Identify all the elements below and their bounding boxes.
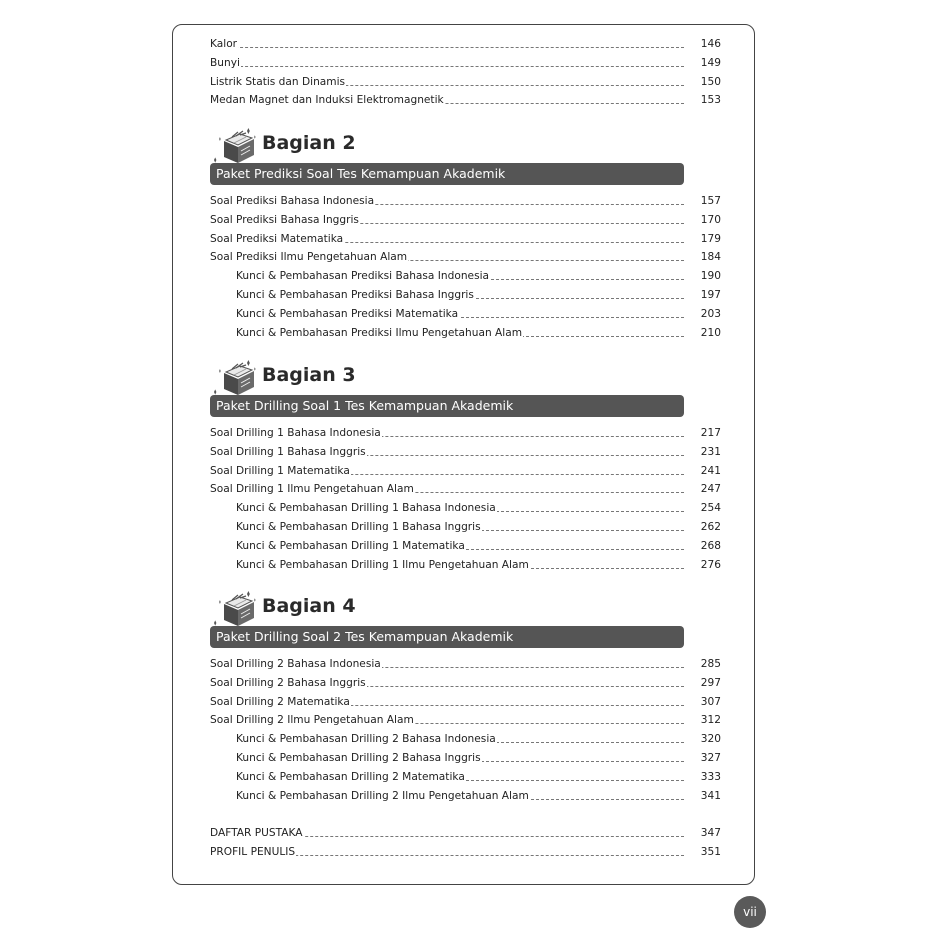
toc-entry-page-number: 210 bbox=[700, 326, 721, 339]
toc-entry-label: Soal Drilling 1 Ilmu Pengetahuan Alam bbox=[210, 483, 414, 496]
toc-entry-label: Kunci & Pembahasan Prediksi Matematika bbox=[236, 307, 459, 320]
toc-entry-page-number: 327 bbox=[700, 752, 721, 764]
toc-entry-page-number: 351 bbox=[700, 845, 721, 858]
page-number-badge: vii bbox=[734, 896, 766, 928]
toc-entry-label: Soal Prediksi Bahasa Inggris bbox=[210, 213, 359, 226]
toc-entry-page-number: 157 bbox=[700, 195, 721, 207]
toc-entry-label: Soal Drilling 1 Bahasa Indonesia bbox=[210, 427, 381, 439]
toc-entry-s4-2[interactable] bbox=[210, 695, 722, 709]
toc-entry-page-number: 320 bbox=[700, 733, 721, 746]
toc-entry-page-number: 307 bbox=[700, 695, 721, 708]
toc-entry-page-number: 347 bbox=[700, 827, 721, 839]
toc-entry-top-0[interactable] bbox=[210, 37, 722, 51]
toc-entry-s3-4[interactable] bbox=[236, 501, 722, 515]
toc-entry-page-number: 276 bbox=[700, 558, 721, 571]
toc-entry-s2-5[interactable] bbox=[236, 288, 722, 302]
toc-entry-end-1[interactable] bbox=[210, 845, 722, 859]
toc-entry-s4-5[interactable] bbox=[236, 751, 722, 765]
toc-entry-page-number: 197 bbox=[700, 289, 721, 301]
toc-entry-page-number: 231 bbox=[700, 445, 721, 458]
toc-entry-label: Kunci & Pembahasan Drilling 2 Matematika bbox=[236, 770, 465, 783]
toc-entry-page-number: 268 bbox=[700, 539, 721, 552]
toc-entry-page-number: 254 bbox=[700, 502, 721, 515]
toc-dot-leader bbox=[210, 66, 684, 67]
toc-entry-label: Soal Drilling 2 Matematika bbox=[210, 695, 350, 708]
toc-entry-top-3[interactable] bbox=[210, 93, 722, 107]
toc-entry-page-number: 262 bbox=[700, 521, 721, 533]
toc-entry-label: Kunci & Pembahasan Drilling 2 Ilmu Pengetahuan Alam bbox=[236, 789, 529, 802]
toc-entry-label: PROFIL PENULIS bbox=[210, 845, 296, 858]
toc-entry-page-number: 149 bbox=[700, 56, 721, 69]
section-subtitle-bar: Paket Prediksi Soal Tes Kemampuan Akademik bbox=[210, 163, 684, 185]
section-subtitle-bar: Paket Drilling Soal 2 Tes Kemampuan Akademik bbox=[210, 626, 684, 648]
toc-entry-s3-5[interactable] bbox=[236, 520, 722, 534]
toc-entry-label: Soal Drilling 1 Bahasa Inggris bbox=[210, 445, 366, 458]
open-book-icon bbox=[210, 590, 260, 630]
open-book-icon bbox=[210, 359, 260, 399]
toc-entry-label: Kunci & Pembahasan Drilling 1 Ilmu Pengetahuan Alam bbox=[236, 558, 529, 571]
toc-entry-end-0[interactable] bbox=[210, 826, 722, 840]
toc-entry-page-number: 297 bbox=[700, 676, 721, 689]
toc-entry-label: DAFTAR PUSTAKA bbox=[210, 827, 303, 839]
toc-entry-page-number: 217 bbox=[700, 427, 721, 439]
toc-entry-label: Soal Prediksi Ilmu Pengetahuan Alam bbox=[210, 251, 408, 264]
toc-entry-label: Soal Drilling 2 Bahasa Inggris bbox=[210, 676, 366, 689]
toc-entry-page-number: 153 bbox=[700, 94, 721, 107]
toc-entry-s2-7[interactable] bbox=[236, 326, 722, 340]
toc-entry-s2-0[interactable] bbox=[210, 194, 722, 208]
toc-dot-leader bbox=[210, 47, 684, 48]
toc-entry-label: Kunci & Pembahasan Drilling 2 Bahasa Inggris bbox=[236, 752, 481, 764]
toc-entry-page-number: 179 bbox=[700, 232, 721, 245]
section-title: Bagian 3 bbox=[262, 364, 356, 386]
toc-entry-page-number: 285 bbox=[700, 658, 721, 670]
toc-entry-label: Bunyi bbox=[210, 56, 240, 69]
open-book-icon bbox=[210, 127, 260, 167]
toc-entry-label: Kalor bbox=[210, 38, 238, 50]
toc-entry-page-number: 247 bbox=[700, 483, 721, 496]
toc-entry-s3-2[interactable] bbox=[210, 464, 722, 478]
toc-entry-s3-0[interactable] bbox=[210, 426, 722, 440]
toc-entry-top-1[interactable] bbox=[210, 56, 722, 70]
toc-entry-s4-0[interactable] bbox=[210, 657, 722, 671]
toc-entry-page-number: 150 bbox=[700, 75, 721, 88]
toc-entry-page-number: 241 bbox=[700, 464, 721, 477]
toc-entry-s3-1[interactable] bbox=[210, 445, 722, 459]
toc-entry-s2-1[interactable] bbox=[210, 213, 722, 227]
toc-entry-s4-6[interactable] bbox=[236, 770, 722, 784]
toc-entry-label: Soal Drilling 2 Bahasa Indonesia bbox=[210, 658, 381, 670]
toc-entry-s2-6[interactable] bbox=[236, 307, 722, 321]
toc-entry-s4-7[interactable] bbox=[236, 789, 722, 803]
section-title: Bagian 2 bbox=[262, 132, 356, 154]
toc-entry-s2-4[interactable] bbox=[236, 269, 722, 283]
section-title: Bagian 4 bbox=[262, 595, 356, 617]
toc-entry-label: Kunci & Pembahasan Prediksi Bahasa Indonesia bbox=[236, 270, 490, 283]
toc-entry-top-2[interactable] bbox=[210, 75, 722, 89]
toc-entry-page-number: 184 bbox=[700, 251, 721, 264]
toc-entry-s4-1[interactable] bbox=[210, 676, 722, 690]
toc-entry-label: Kunci & Pembahasan Drilling 1 Matematika bbox=[236, 539, 465, 552]
toc-entry-page-number: 203 bbox=[700, 307, 721, 320]
toc-entry-label: Listrik Statis dan Dinamis bbox=[210, 75, 346, 88]
toc-entry-s2-2[interactable] bbox=[210, 232, 722, 246]
toc-entry-label: Kunci & Pembahasan Prediksi Bahasa Inggris bbox=[236, 289, 474, 301]
section-subtitle-bar: Paket Drilling Soal 1 Tes Kemampuan Akademik bbox=[210, 395, 684, 417]
toc-entry-s3-6[interactable] bbox=[236, 539, 722, 553]
toc-entry-s2-3[interactable] bbox=[210, 250, 722, 264]
toc-entry-page-number: 190 bbox=[700, 270, 721, 283]
toc-entry-page-number: 312 bbox=[700, 714, 721, 727]
toc-entry-label: Soal Prediksi Bahasa Indonesia bbox=[210, 195, 375, 207]
toc-entry-s4-4[interactable] bbox=[236, 732, 722, 746]
toc-entry-label: Kunci & Pembahasan Prediksi Ilmu Pengetahuan Alam bbox=[236, 326, 523, 339]
toc-entry-label: Soal Drilling 1 Matematika bbox=[210, 464, 350, 477]
toc-entry-label: Medan Magnet dan Induksi Elektromagnetik bbox=[210, 94, 444, 107]
toc-entry-label: Soal Drilling 2 Ilmu Pengetahuan Alam bbox=[210, 714, 414, 727]
toc-entry-label: Kunci & Pembahasan Drilling 1 Bahasa Inggris bbox=[236, 521, 481, 533]
toc-entry-page-number: 170 bbox=[700, 213, 721, 226]
toc-entry-label: Soal Prediksi Matematika bbox=[210, 232, 344, 245]
toc-entry-s4-3[interactable] bbox=[210, 713, 722, 727]
toc-entry-page-number: 341 bbox=[700, 789, 721, 802]
toc-entry-s3-3[interactable] bbox=[210, 482, 722, 496]
toc-entry-page-number: 146 bbox=[700, 38, 721, 50]
toc-entry-page-number: 333 bbox=[700, 770, 721, 783]
toc-entry-label: Kunci & Pembahasan Drilling 1 Bahasa Indonesia bbox=[236, 502, 496, 515]
toc-entry-label: Kunci & Pembahasan Drilling 2 Bahasa Indonesia bbox=[236, 733, 496, 746]
toc-entry-s3-7[interactable] bbox=[236, 558, 722, 572]
